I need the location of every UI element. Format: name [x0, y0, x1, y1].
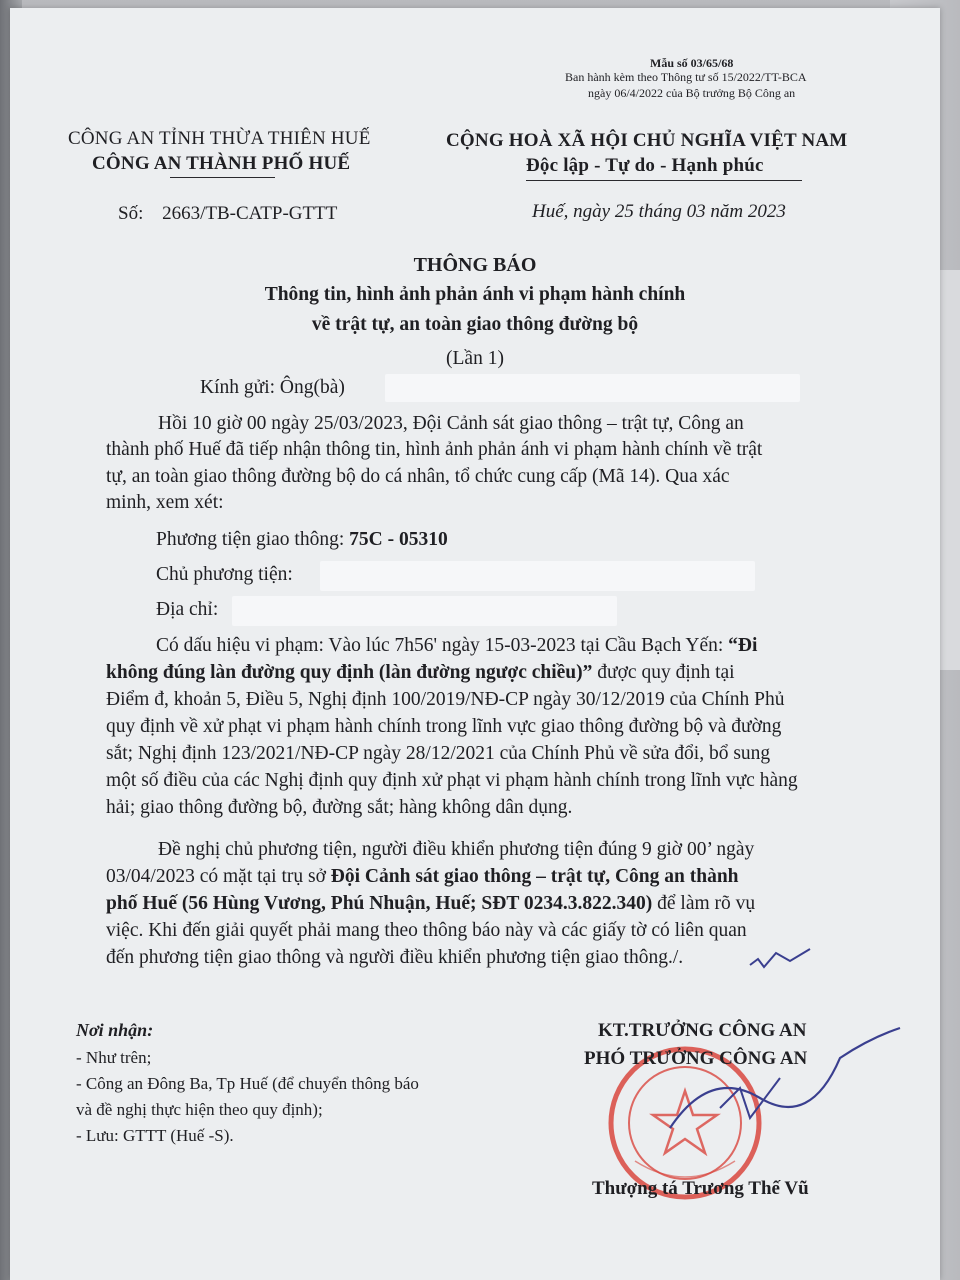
- vehicle-line: [156, 526, 448, 553]
- para1-line4: minh, xem xét:: [106, 492, 224, 513]
- redacted-address: [232, 596, 617, 626]
- request-address: phố Huế (56 Hùng Vương, Phú Nhuận, Huế; SĐT 0234.3.822.340): [106, 893, 653, 914]
- recipient-item-2: - Công an Đông Ba, Tp Huế (để chuyển thông báo: [76, 1074, 419, 1093]
- recipient-item-1: - Như trên;: [76, 1048, 152, 1067]
- vehicle-plate: 75C - 05310: [349, 529, 448, 550]
- para1-line2: thành phố Huế đã tiếp nhận thông tin, hình ảnh phản ánh vi phạm hành chính về trật: [106, 439, 763, 460]
- recipient-item-3: và đề nghị thực hiện theo quy định);: [76, 1100, 323, 1119]
- violation-rest-line1: Điểm đ, khoản 5, Điều 5, Nghị định 100/2019/NĐ-CP ngày 30/12/2019 của Chính Phủ: [106, 689, 785, 710]
- document-page: [10, 8, 940, 1280]
- nation-name: CỘNG HOÀ XÃ HỘI CHỦ NGHĨA VIỆT NAM: [446, 130, 848, 151]
- motto: Độc lập - Tự do - Hạnh phúc: [526, 155, 764, 176]
- violation-line1-bold: “Đi: [728, 635, 758, 656]
- agency-underline: [170, 177, 275, 178]
- owner-label: Chủ phương tiện:: [156, 564, 293, 585]
- redacted-owner: [320, 561, 755, 591]
- handwritten-signature: [650, 1008, 920, 1178]
- request-line1: Đề nghị chủ phương tiện, người điều khiển phương tiện đúng 9 giờ 00’ ngày: [158, 839, 755, 860]
- document-title: THÔNG BÁO: [413, 254, 537, 276]
- form-issued-with: Ban hành kèm theo Thông tư số 15/2022/TT-BCA: [565, 70, 807, 84]
- request-office: Đội Cảnh sát giao thông – trật tự, Công an thành: [330, 866, 739, 887]
- signer-name: Thượng tá Trương Thế Vũ: [592, 1178, 809, 1199]
- violation-line1: [156, 632, 757, 659]
- violation-description: không đúng làn đường quy định (làn đường ngược chiều)”: [106, 662, 593, 683]
- handwritten-mark: [746, 943, 816, 973]
- violation-rest-line5: hải; giao thông đường bộ, đường sắt; hàng không dân dụng.: [106, 797, 573, 818]
- request-line5: đến phương tiện giao thông và người điều khiển phương tiện giao thông./.: [106, 947, 684, 968]
- para1-line3: tự, an toàn giao thông đường bộ do cá nhân, tổ chức cung cấp (Mã 14). Qua xác: [106, 466, 730, 487]
- vehicle-label: Phương tiện giao thông:: [156, 529, 345, 550]
- violation-line2: [106, 659, 735, 686]
- recipients-heading: Nơi nhận:: [76, 1020, 154, 1040]
- document-number: [118, 203, 337, 225]
- violation-line1-text: Có dấu hiệu vi phạm: Vào lúc 7h56' ngày 15-03-2023 tại Cầu Bạch Yến:: [156, 635, 724, 656]
- agency-parent: CÔNG AN TỈNH THỪA THIÊN HUẾ: [68, 128, 371, 149]
- document-subtitle-1: Thông tin, hình ảnh phản ánh vi phạm hành chính: [264, 284, 686, 305]
- violation-rest-line2: quy định về xử phạt vi phạm hành chính trong lĩnh vực giao thông đường bộ và đường: [106, 716, 782, 737]
- document-subtitle-2: về trật tự, an toàn giao thông đường bộ: [311, 314, 639, 335]
- signature-title-1: KT.TRƯỞNG CÔNG AN: [598, 1020, 807, 1041]
- request-line3: [106, 890, 755, 917]
- document-number-value: 2663/TB-CATP-GTTT: [162, 203, 338, 224]
- place-date: Huế, ngày 25 tháng 03 năm 2023: [532, 201, 786, 222]
- signature-title-2: PHÓ TRƯỞNG CÔNG AN: [584, 1048, 808, 1069]
- request-line3-text: để làm rõ vụ: [657, 893, 756, 914]
- para1-line1: Hồi 10 giờ 00 ngày 25/03/2023, Đội Cảnh sát giao thông – trật tự, Công an: [158, 413, 744, 434]
- agency-name-text: CÔNG AN THÀNH PHỐ HUẾ: [92, 153, 351, 174]
- request-line2: [106, 863, 739, 890]
- violation-rest-line3: sắt; Nghị định 123/2021/NĐ-CP ngày 28/12/2021 của Chính Phủ về sửa đổi, bổ sung: [106, 743, 771, 764]
- form-issued-date: ngày 06/4/2022 của Bộ trưởng Bộ Công an: [588, 86, 796, 100]
- motto-underline: [526, 180, 802, 181]
- recipient-label: Kính gửi: Ông(bà): [200, 377, 345, 398]
- notice-count: (Lần 1): [446, 348, 504, 369]
- recipient-item-4: - Lưu: GTTT (Huế -S).: [76, 1126, 234, 1145]
- address-label: Địa chỉ:: [156, 599, 219, 620]
- document-number-label: Số:: [118, 203, 144, 224]
- violation-rest-line4: một số điều của các Nghị định quy định xử phạt vi phạm hành chính trong lĩnh vực hàng: [106, 770, 798, 791]
- form-number: Mẫu số 03/65/68: [650, 56, 734, 70]
- request-line4: việc. Khi đến giải quyết phải mang theo thông báo này và các giấy tờ có liên quan: [106, 920, 747, 941]
- violation-line2-text: được quy định tại: [597, 662, 735, 683]
- redacted-recipient: [385, 374, 800, 402]
- agency-name: [92, 153, 350, 175]
- request-line2-text: 03/04/2023 có mặt tại trụ sở: [106, 866, 326, 887]
